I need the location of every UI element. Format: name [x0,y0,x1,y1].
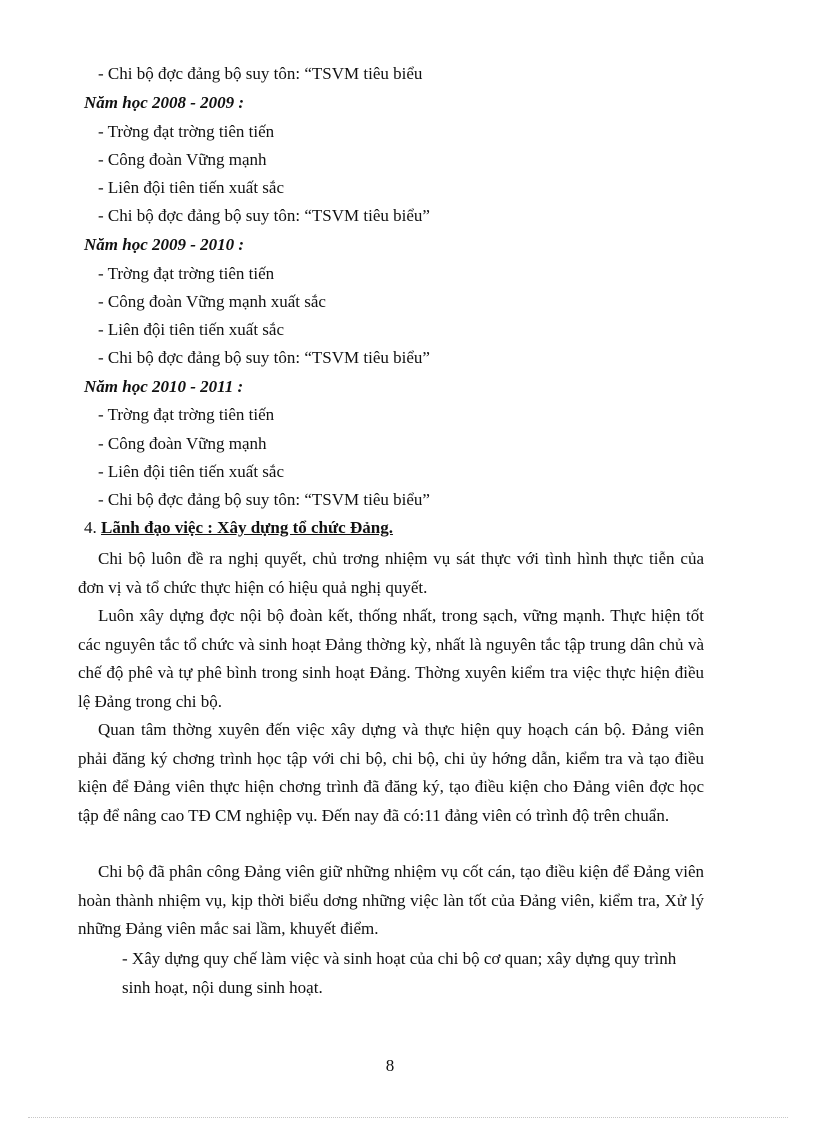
list-line: - Liên đội tiên tiến xuất sắc [98,462,284,481]
bottom-border [28,1117,788,1118]
school-year-heading: Năm học 2009 - 2010 : [84,235,245,254]
section-title: Lãnh đạo việc : Xây dựng tổ chức Đảng. [101,518,393,537]
paragraph [78,602,704,716]
section-number: 4. [84,518,101,537]
paragraph [78,716,704,830]
paragraph-text: Luôn xây dựng đợc nội bộ đoàn kết, thống nhất, trong sạch, vững mạnh. Thực hiện tốt các nguyên tắc tổ chức và sinh hoạt Đảng thờng kỳ, nhất là nguyên tắc tập trung dân chủ và chế độ phê và tự phê bình trong sinh hoạt Đảng. Thờng xuyên kiểm tra việc thực hiện điều lệ Đảng trong chi bộ. [78,606,704,711]
list-line: - Chi bộ đợc đảng bộ suy tôn: “TSVM tiêu biểu” [98,206,430,225]
list-line: - Liên đội tiên tiến xuất sắc [98,320,284,339]
list-line: - Chi bộ đợc đảng bộ suy tôn: “TSVM tiêu biểu [98,64,423,83]
school-year-heading: Năm học 2010 - 2011 : [84,377,244,396]
paragraph [78,858,704,944]
paragraph-text: Quan tâm thờng xuyên đến việc xây dựng và thực hiện quy hoạch cán bộ. Đảng viên phải đăng ký chơng trình học tập với chi bộ, chi bộ, chi ủy hớng dẫn, kiểm tra và tạo điều kiện để Đảng viên thực hiện chơng trình đã đăng ký, tạo điều kiện cho Đảng viên đợc học tập để nâng cao TĐ CM nghiệp vụ. Đến nay đã có:11 đảng viên có trình độ trên chuẩn. [78,720,704,825]
paragraph [78,545,704,602]
school-year-heading: Năm học 2008 - 2009 : [84,93,245,112]
list-line: - Liên đội tiên tiến xuất sắc [98,178,284,197]
list-line: - Trờng đạt trờng tiên tiến [98,264,275,283]
list-line: - Công đoàn Vững mạnh [98,434,267,453]
paragraph-text: Chi bộ đã phân công Đảng viên giữ những nhiệm vụ cốt cán, tạo điều kiện để Đảng viên hoàn thành nhiệm vụ, kịp thời biểu dơng những việc làn tốt của Đảng viên, kiểm tra, Xử lý những Đảng viên mắc sai lầm, khuyết điểm. [78,862,704,939]
list-line: - Chi bộ đợc đảng bộ suy tôn: “TSVM tiêu biểu” [98,490,430,509]
paragraph-text: Chi bộ luôn đề ra nghị quyết, chủ trơng nhiệm vụ sát thực với tình hình thực tiễn của đơn vị và tổ chức thực hiện có hiệu quả nghị quyết. [78,549,704,597]
section-heading [84,518,393,538]
dash-paragraph [122,945,704,1002]
list-line: - Trờng đạt trờng tiên tiến [98,122,275,141]
dash-paragraph-text: - Xây dựng quy chế làm việc và sinh hoạt của chi bộ cơ quan; xây dựng quy trình sinh hoạt, nội dung sinh hoạt. [122,949,677,997]
list-line: - Trờng đạt trờng tiên tiến [98,405,275,424]
list-line: - Công đoàn Vững mạnh xuất sắc [98,292,326,311]
page-number: 8 [385,1056,395,1075]
list-line: - Công đoàn Vững mạnh [98,150,267,169]
list-line: - Chi bộ đợc đảng bộ suy tôn: “TSVM tiêu biểu” [98,348,430,367]
